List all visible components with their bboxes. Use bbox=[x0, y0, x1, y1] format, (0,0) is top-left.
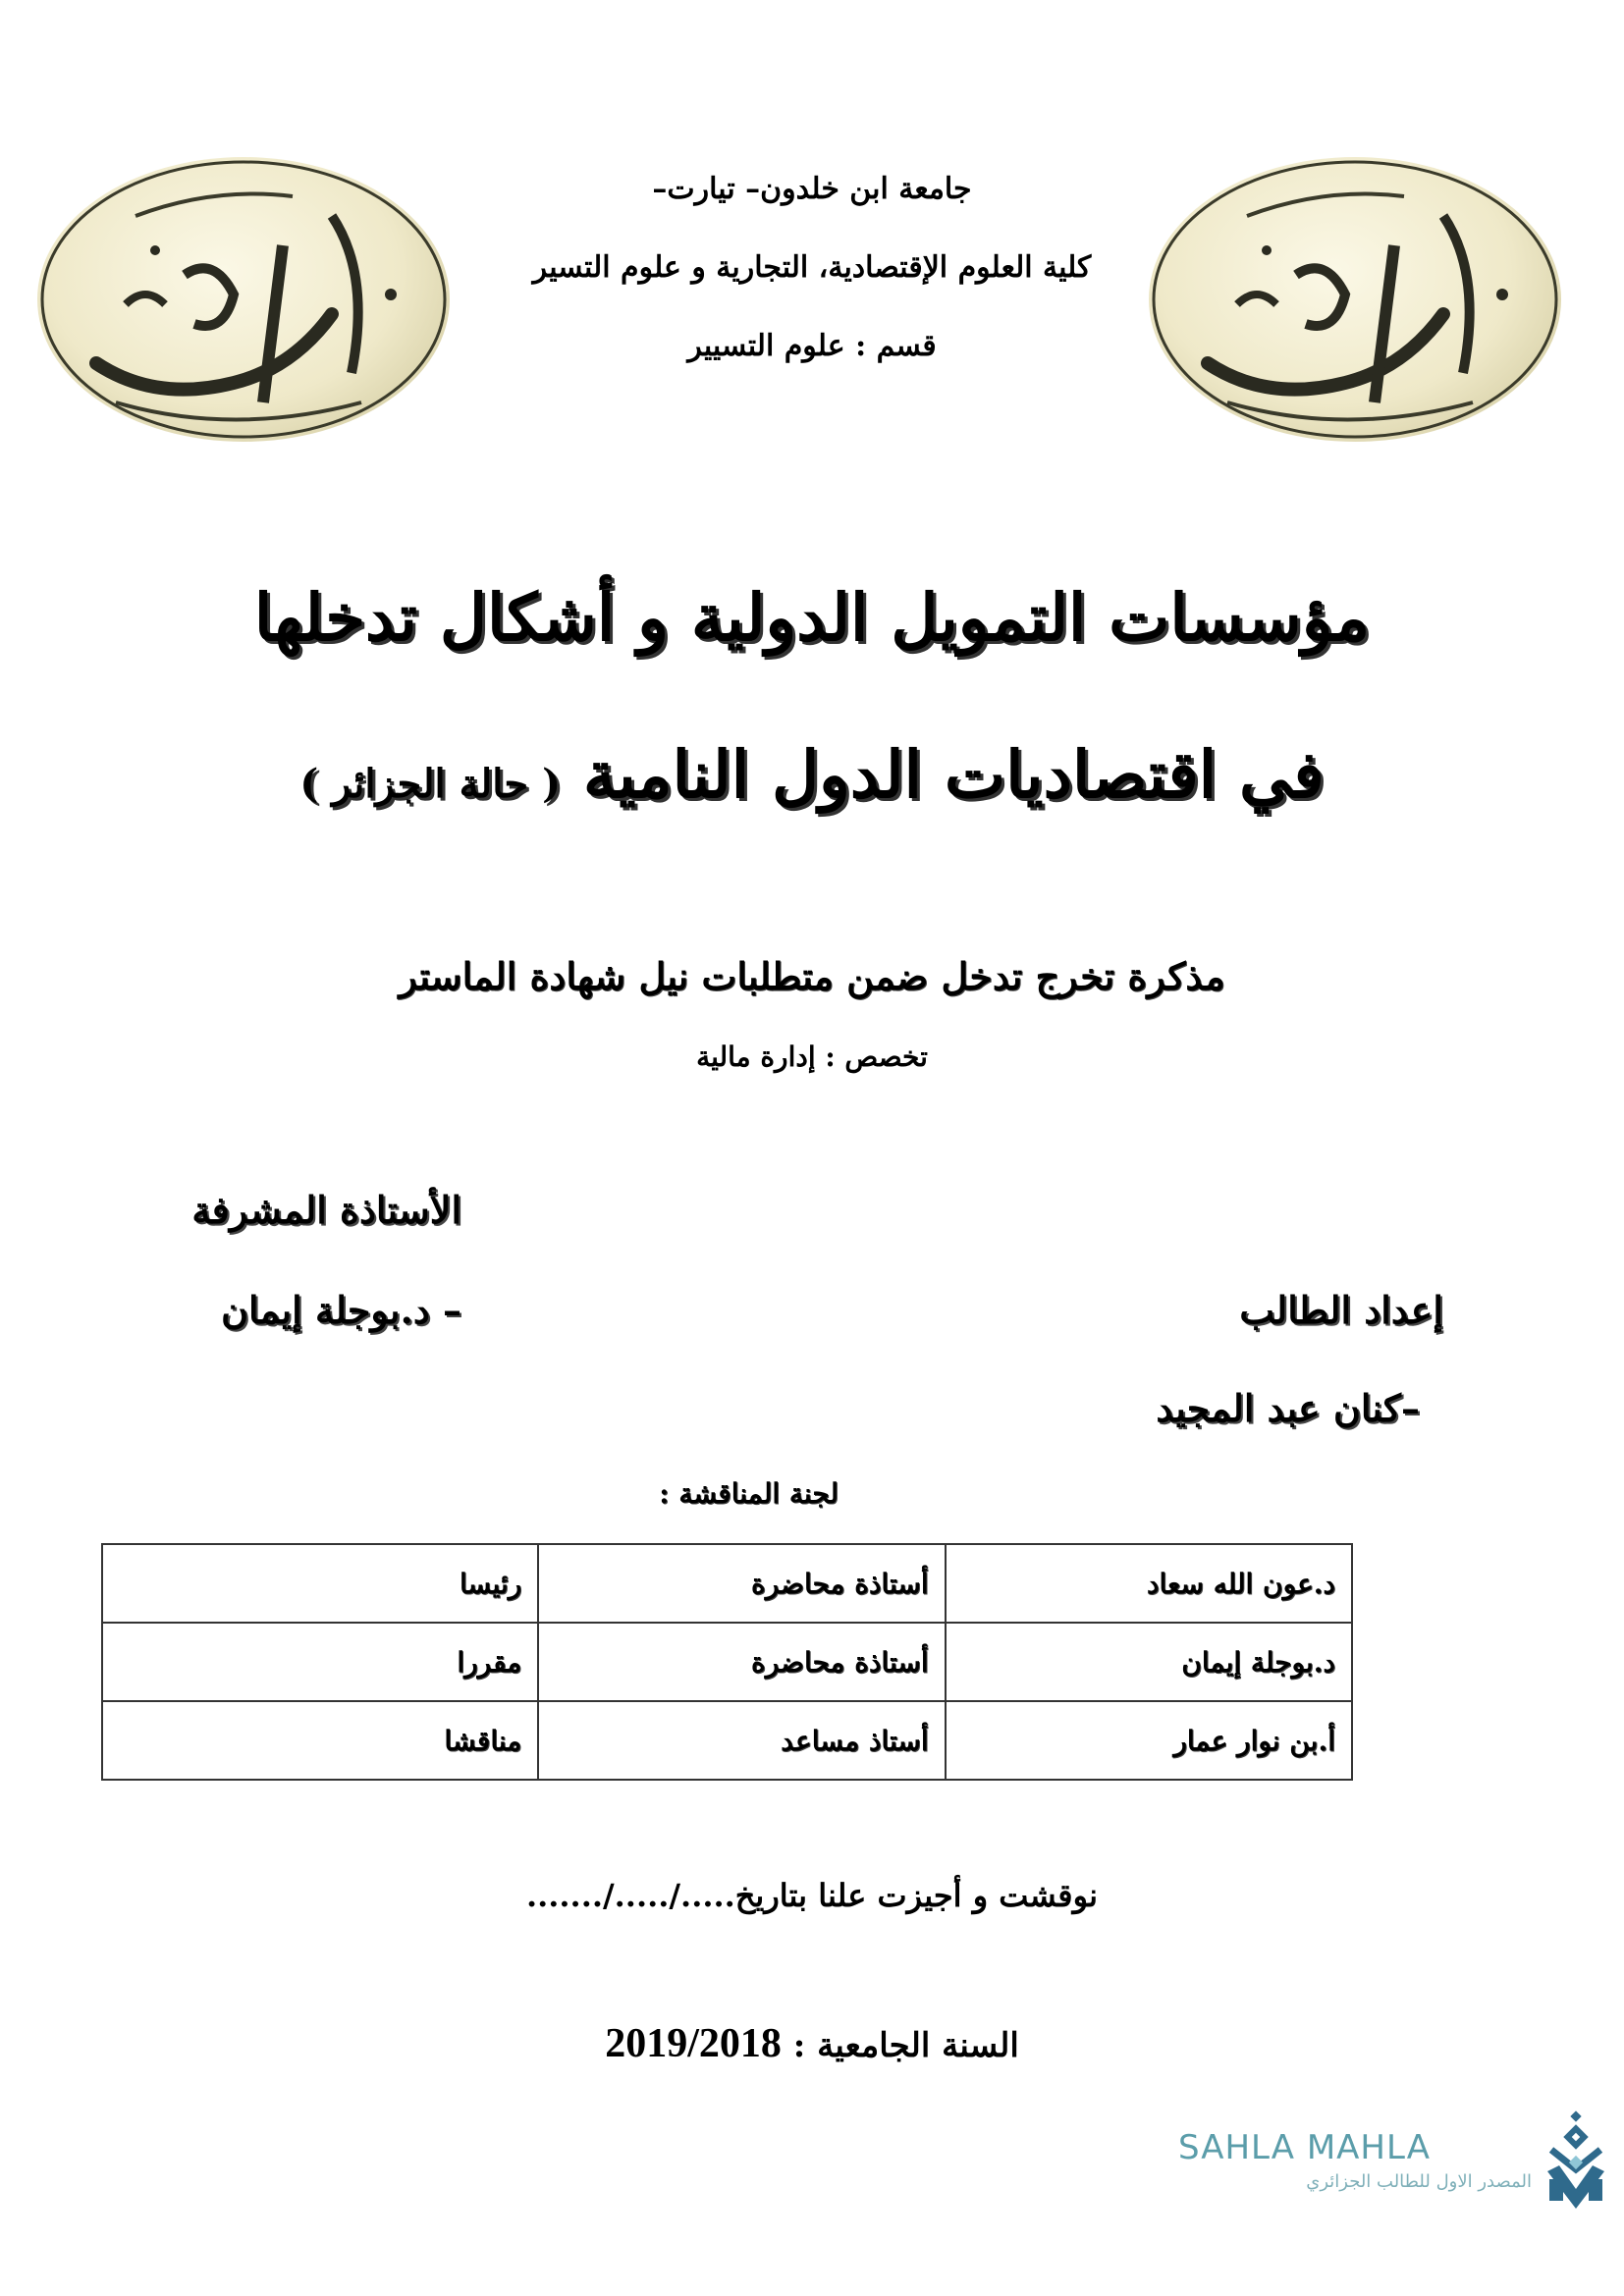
watermark-brand: SAHLA MAHLA bbox=[1178, 2128, 1431, 2167]
member-name: د.بوجلة إيمان bbox=[946, 1623, 1352, 1701]
table-row bbox=[102, 1701, 1352, 1780]
member-rank: أستاذ مساعد bbox=[538, 1701, 945, 1780]
academic-year-label: السنة الجامعية : bbox=[792, 2026, 1019, 2065]
table-row bbox=[102, 1623, 1352, 1701]
defense-date: نوقشت و أجيزت علنا بتاريخ...../...../....... bbox=[525, 1877, 1098, 1914]
academic-year-value: 2019/2018 bbox=[605, 2021, 782, 2066]
thesis-title-case: ( حالة الجزائر ) bbox=[299, 761, 561, 807]
student-label: إعداد الطالب bbox=[1239, 1288, 1443, 1332]
supervisor-name: – د.بوجلة إيمان bbox=[221, 1288, 461, 1332]
watermark-tagline: المصدر الاول للطالب الجزائري bbox=[1306, 2171, 1532, 2192]
committee-label: لجنة المناقشة : bbox=[659, 1477, 839, 1510]
member-rank: أستاذة محاضرة bbox=[538, 1544, 945, 1623]
academic-year bbox=[0, 2020, 1624, 2067]
member-role: رئيسا bbox=[102, 1544, 538, 1623]
university-name: جامعة ابن خلدون– تيارت– bbox=[652, 172, 972, 206]
thesis-title-line1: مؤسسات التمويل الدولية و أشكال تدخلها bbox=[253, 579, 1371, 656]
committee-table bbox=[101, 1543, 1353, 1781]
student-name: –كنان عبد المجيد bbox=[1156, 1386, 1420, 1430]
member-rank: أستاذة محاضرة bbox=[538, 1623, 945, 1701]
thesis-subtitle: مذكرة تخرج تدخل ضمن متطلبات نيل شهادة الماستر bbox=[399, 954, 1225, 998]
member-name: د.عون الله سعاد bbox=[946, 1544, 1352, 1623]
supervisor-label: الأستاذة المشرفة bbox=[191, 1188, 461, 1232]
thesis-title-main: في اقتصاديات الدول النامية bbox=[582, 736, 1325, 813]
specialty: تخصص : إدارة مالية bbox=[696, 1041, 928, 1073]
sahla-mahla-watermark bbox=[1178, 2110, 1610, 2218]
faculty-name: كلية العلوم الإقتصادية، التجارية و علوم التسير bbox=[532, 250, 1092, 285]
sahla-mahla-logo-icon bbox=[1543, 2110, 1608, 2218]
member-role: مقررا bbox=[102, 1623, 538, 1701]
member-role: مناقشا bbox=[102, 1701, 538, 1780]
thesis-title-line2 bbox=[0, 736, 1624, 813]
table-row bbox=[102, 1544, 1352, 1623]
member-name: أ.بن نوار عمار bbox=[946, 1701, 1352, 1780]
department-name: قسم : علوم التسيير bbox=[687, 329, 937, 363]
